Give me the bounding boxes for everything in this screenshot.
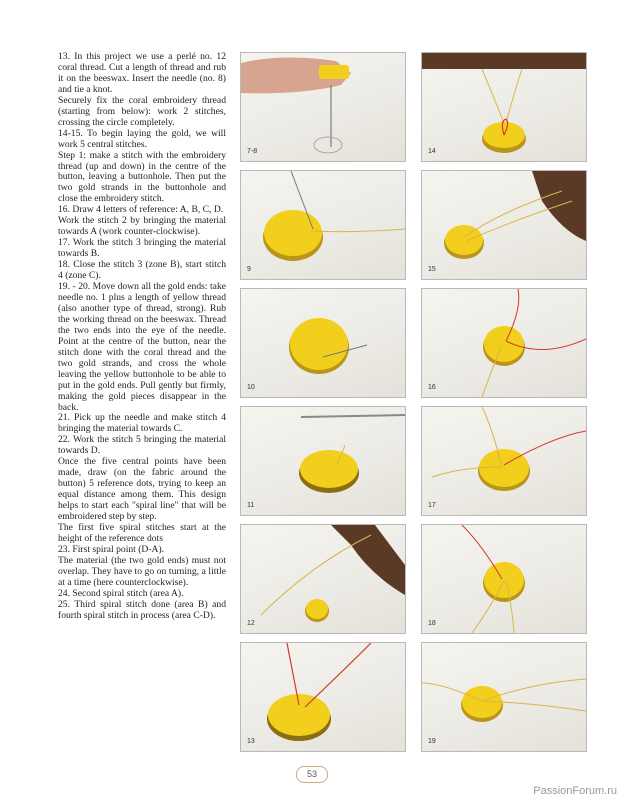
photo-step-19 bbox=[421, 642, 587, 752]
photo-number: 13 bbox=[247, 738, 255, 745]
paragraph: 14-15. To begin laying the gold, we will work 5 central stitches. bbox=[58, 127, 226, 150]
photo-number: 15 bbox=[428, 266, 436, 273]
paragraph: The first five spiral stitches start at the height of the reference dots bbox=[58, 521, 226, 544]
paragraph: 17. Work the stitch 3 bringing the material towards B. bbox=[58, 237, 226, 260]
photo-step-15 bbox=[421, 170, 587, 280]
paragraph: Step 1: make a stitch with the embroidery thread (up and down) in the centre of the button, leaving a buttonhole. Then put the two gold strands in the buttonhole and close the embroidery stitch. bbox=[58, 149, 226, 205]
photo-number: 18 bbox=[428, 620, 436, 627]
paragraph: 23. First spiral point (D-A). bbox=[58, 543, 165, 555]
photo-number: 7-8 bbox=[247, 148, 258, 155]
photo-number: 14 bbox=[428, 148, 436, 155]
paragraph: Work the stitch 2 by bringing the material towards A (work counter-clockwise). bbox=[58, 215, 226, 238]
photo-number: 17 bbox=[428, 502, 436, 509]
photo-number: 10 bbox=[247, 384, 255, 391]
photo-step-12 bbox=[240, 524, 406, 634]
page-number: 53 bbox=[296, 766, 328, 783]
photo-step-18 bbox=[421, 524, 587, 634]
paragraph: 22. Work the stitch 5 bringing the material towards D. bbox=[58, 434, 226, 457]
paragraph: 13. In this project we use a perlé no. 12 coral thread. Cut a length of thread and rub it on the beeswax. Insert the needle (no. 8) and tie a knot. bbox=[58, 51, 226, 95]
photo-number: 19 bbox=[428, 738, 436, 745]
watermark: PassionForum.ru bbox=[533, 785, 617, 797]
paragraph: 24. Second spiral stitch (area A). bbox=[58, 587, 184, 599]
paragraph: Once the five central points have been made, draw (on the fabric around the button) 5 reference dots, trying to keep an equal distance among them. This design helps to start each "spiral line" that will be embroidered step by step. bbox=[58, 456, 226, 523]
photo-step-10 bbox=[240, 288, 406, 398]
photo-step-13 bbox=[240, 642, 406, 752]
photo-step-7-8 bbox=[240, 52, 406, 162]
paragraph: 25. Third spiral stitch done (area B) and fourth spiral stitch in process (area C-D). bbox=[58, 598, 226, 621]
photo-step-9 bbox=[240, 170, 406, 280]
paragraph: 19. - 20. Move down all the gold ends: take needle no. 1 plus a length of yellow thread (also another type of thread, strong). Rub the working thread on the beeswax. Thread the two ends into the eye of the needle. Point at the centre of the button, near the stitch done with the coral thread and the two gold strands, and cross the whole leaving the yellow buttonhole to be able to put in the gold ends. Pull gently but firmly, making the gold pieces disappear in the back. bbox=[58, 281, 226, 413]
photo-step-14 bbox=[421, 52, 587, 162]
paragraph: The material (the two gold ends) must not overlap. They have to go on turning, a little at a time (here counterclockwise). bbox=[58, 554, 226, 588]
photo-step-16 bbox=[421, 288, 587, 398]
instructions-text bbox=[58, 52, 226, 622]
paragraph: 21. Pick up the needle and make stitch 4 bringing the material towards C. bbox=[58, 412, 226, 435]
photo-number: 12 bbox=[247, 620, 255, 627]
photo-step-17 bbox=[421, 406, 587, 516]
photo-step-11 bbox=[240, 406, 406, 516]
photo-number: 9 bbox=[247, 266, 251, 273]
photo-number: 16 bbox=[428, 384, 436, 391]
photo-number: 11 bbox=[247, 502, 255, 509]
paragraph: 16. Draw 4 letters of reference: A, B, C, D. bbox=[58, 204, 224, 216]
paragraph: 18. Close the stitch 3 (zone B), start stitch 4 (zone C). bbox=[58, 259, 226, 282]
paragraph: Securely fix the coral embroidery thread (starting from below): work 2 stitches, crossing the circle completely. bbox=[58, 94, 226, 128]
